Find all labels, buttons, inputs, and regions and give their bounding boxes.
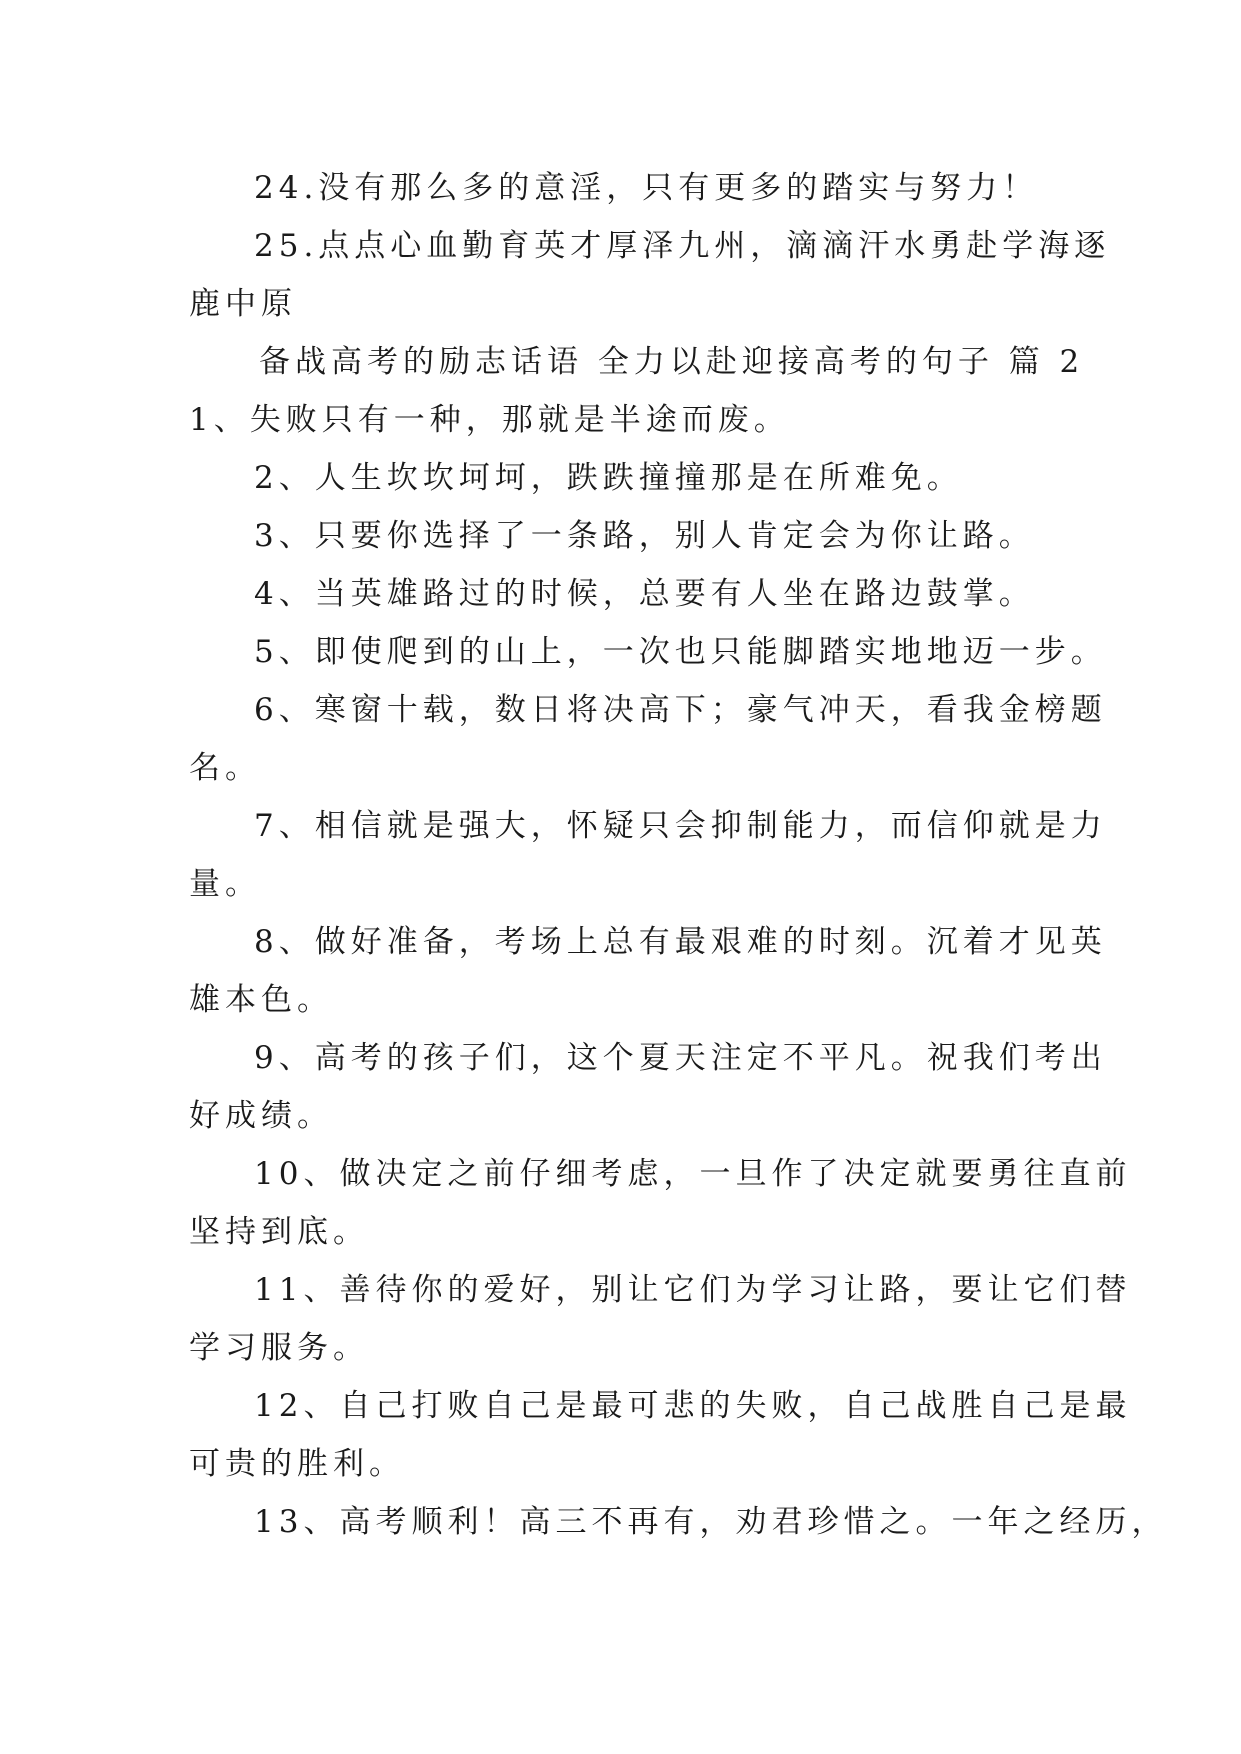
text-line-3: 3、只要你选择了一条路，别人肯定会为你让路。	[254, 518, 1035, 554]
text-line-6: 6、寒窗十载，数日将决高下；豪气冲天，看我金榜题	[254, 692, 1107, 728]
text-line-11-cont: 学习服务。	[189, 1330, 369, 1366]
text-line-10: 10、做决定之前仔细考虑，一旦作了决定就要勇往直前	[254, 1156, 1132, 1192]
text-line-12: 12、自己打败自己是最可悲的失败，自己战胜自己是最	[254, 1388, 1132, 1424]
text-line-1: 1、失败只有一种，那就是半途而废。	[189, 402, 790, 438]
text-line-6-cont: 名。	[189, 750, 261, 786]
text-line-13: 13、高考顺利！高三不再有，劝君珍惜之。一年之经历，	[254, 1504, 1168, 1540]
text-line-4: 4、当英雄路过的时候，总要有人坐在路边鼓掌。	[254, 576, 1035, 612]
text-line-8-cont: 雄本色。	[189, 982, 333, 1018]
text-line-9-cont: 好成绩。	[189, 1098, 333, 1134]
text-line-11: 11、善待你的爱好，别让它们为学习让路，要让它们替	[254, 1272, 1132, 1308]
text-line-7-cont: 量。	[189, 866, 261, 902]
text-line-5: 5、即使爬到的山上，一次也只能脚踏实地地迈一步。	[254, 634, 1107, 670]
text-line-2: 2、人生坎坎坷坷，跌跌撞撞那是在所难免。	[254, 460, 963, 496]
text-line-12-cont: 可贵的胜利。	[189, 1446, 405, 1482]
text-line-24: 24.没有那么多的意淫，只有更多的踏实与努力！	[254, 170, 1039, 206]
text-line-25-cont: 鹿中原	[189, 286, 297, 322]
text-line-7: 7、相信就是强大，怀疑只会抑制能力，而信仰就是力	[254, 808, 1107, 844]
text-line-9: 9、高考的孩子们，这个夏天注定不平凡。祝我们考出	[254, 1040, 1107, 1076]
text-line-10-cont: 坚持到底。	[189, 1214, 369, 1250]
text-line-8: 8、做好准备，考场上总有最艰难的时刻。沉着才见英	[254, 924, 1107, 960]
text-line-25: 25.点点心血勤育英才厚泽九州，滴滴汗水勇赴学海逐	[254, 228, 1111, 264]
section-heading: 备战高考的励志话语 全力以赴迎接高考的句子 篇 2	[259, 344, 1085, 380]
